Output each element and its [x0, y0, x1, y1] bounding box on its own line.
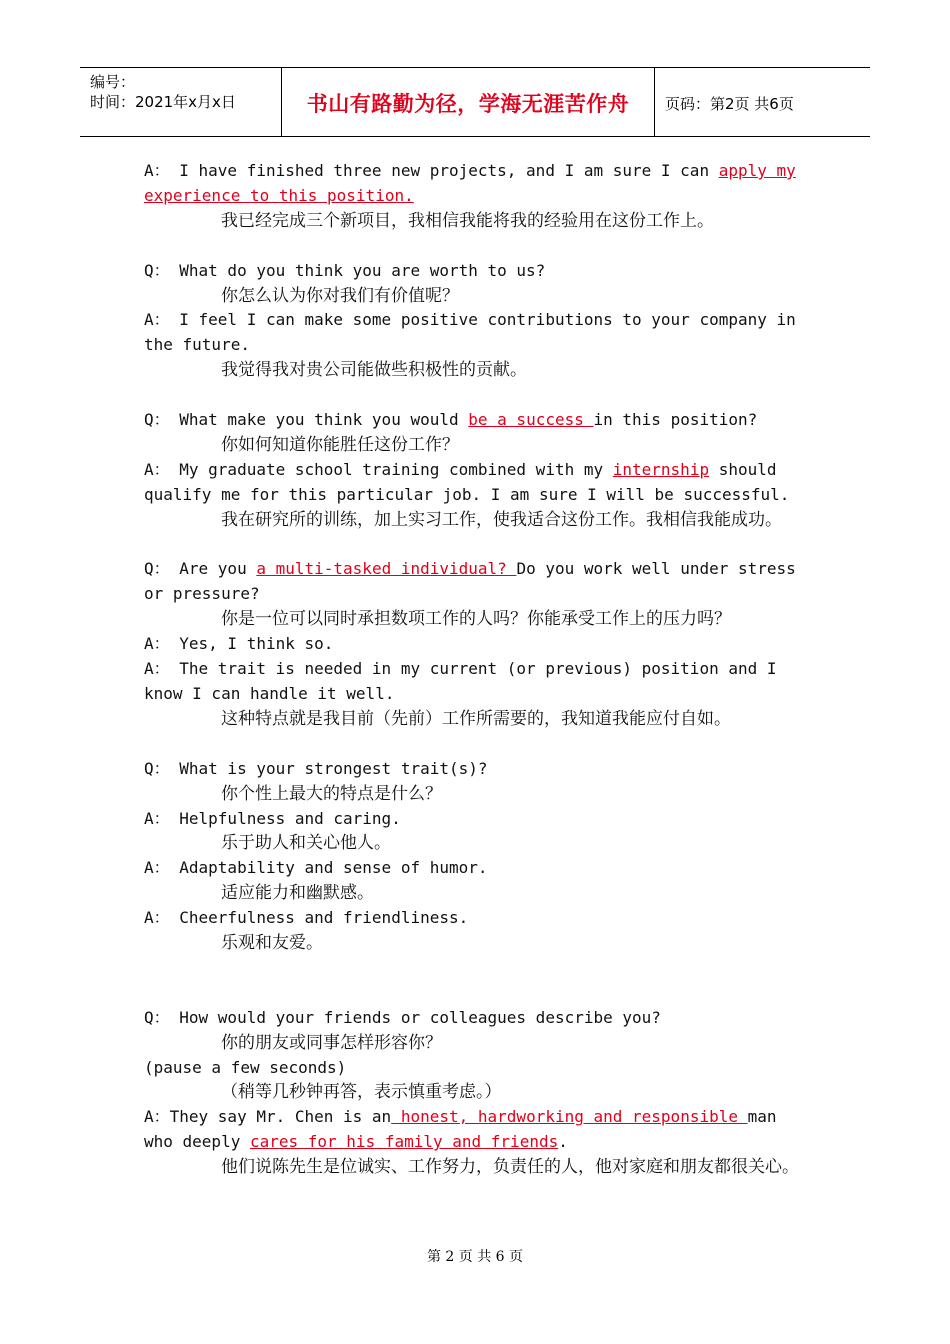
highlight-text: internship	[612, 459, 710, 479]
answer-paragraph: A： My graduate school training combined with my internship should qualify me for this particular job. I am sure I will be successful.	[144, 459, 790, 504]
highlight-text: a multi-tasked individual?	[256, 559, 517, 579]
highlight-text: cares for his family and friends	[249, 1132, 559, 1152]
answer-paragraph: A：They say Mr. Chen is an honest, hardworking and responsible man who deeply cares for his family and friends.	[144, 1107, 777, 1152]
translation: 你是一位可以同时承担数项工作的人吗？你能承受工作上的压力吗？	[221, 609, 731, 630]
question-paragraph: Q： What make you think you would be a success in this position?	[144, 410, 758, 430]
translation: 适应能力和幽默感。	[221, 883, 374, 904]
answer-paragraph: A： I feel I can make some positive contributions to your company in the future.	[144, 310, 796, 355]
header-divider	[654, 68, 655, 136]
answer-paragraph: A： Adaptability and sense of humor.	[144, 858, 488, 878]
header-motto: 书山有路勤为径，学海无涯苦作舟	[306, 92, 630, 116]
stage-note: (pause a few seconds)	[144, 1057, 347, 1077]
translation: 你的朋友或同事怎样形容你？	[221, 1032, 442, 1053]
answer-paragraph: A： I have finished three new projects, and I am sure I can apply my experience to this position.	[144, 161, 796, 205]
document-body	[144, 159, 808, 1180]
page-footer: 第 2 页 共 6 页	[426, 1249, 524, 1265]
answer-paragraph: A： Helpfulness and caring.	[144, 808, 401, 828]
question-paragraph: Q： How would your friends or colleagues describe you?	[144, 1007, 661, 1027]
translation: 他们说陈先生是位诚实、工作努力，负责任的人，他对家庭和朋友都很关心。	[221, 1157, 799, 1178]
highlight-text: apply my experience to this position.	[144, 161, 796, 205]
time-label: 时间：2021年x月x日	[90, 93, 236, 111]
translation: 你个性上最大的特点是什么？	[221, 783, 442, 804]
page-header	[80, 67, 870, 137]
question-paragraph: Q： Are you a multi-tasked individual? Do you work well under stress or pressure?	[144, 559, 796, 604]
translation: 这种特点就是我目前（先前）工作所需要的，我知道我能应付自如。	[221, 708, 731, 729]
answer-paragraph: A： Yes, I think so.	[144, 634, 334, 654]
translation: 乐观和友爱。	[221, 933, 323, 954]
highlight-text: honest, hardworking and responsible	[391, 1107, 748, 1127]
translation: 乐于助人和关心他人。	[221, 833, 391, 854]
serial-label: 编号：	[90, 73, 136, 91]
translation: 你如何知道你能胜任这份工作？	[221, 434, 459, 455]
header-meta	[90, 72, 236, 112]
answer-paragraph: A： Cheerfulness and friendliness.	[144, 908, 469, 928]
question-paragraph: Q： What do you think you are worth to us?	[144, 260, 546, 280]
translation: 我在研究所的训练，加上实习工作，使我适合这份工作。我相信我能成功。	[221, 509, 782, 530]
translation: （稍等几秒钟再答，表示慎重考虑。）	[221, 1082, 502, 1103]
question-paragraph: Q： What is your strongest trait(s)?	[144, 758, 488, 778]
answer-paragraph: A： The trait is needed in my current (or previous) position and I know I can handle it well.	[144, 659, 777, 703]
translation: 我觉得我对贵公司能做些积极性的贡献。	[221, 360, 527, 381]
header-page-label: 页码：第2页 共6页	[665, 95, 794, 113]
translation: 你怎么认为你对我们有价值呢？	[221, 285, 459, 306]
translation: 我已经完成三个新项目，我相信我能将我的经验用在这份工作上。	[221, 210, 714, 231]
highlight-text: be a success	[468, 410, 594, 430]
